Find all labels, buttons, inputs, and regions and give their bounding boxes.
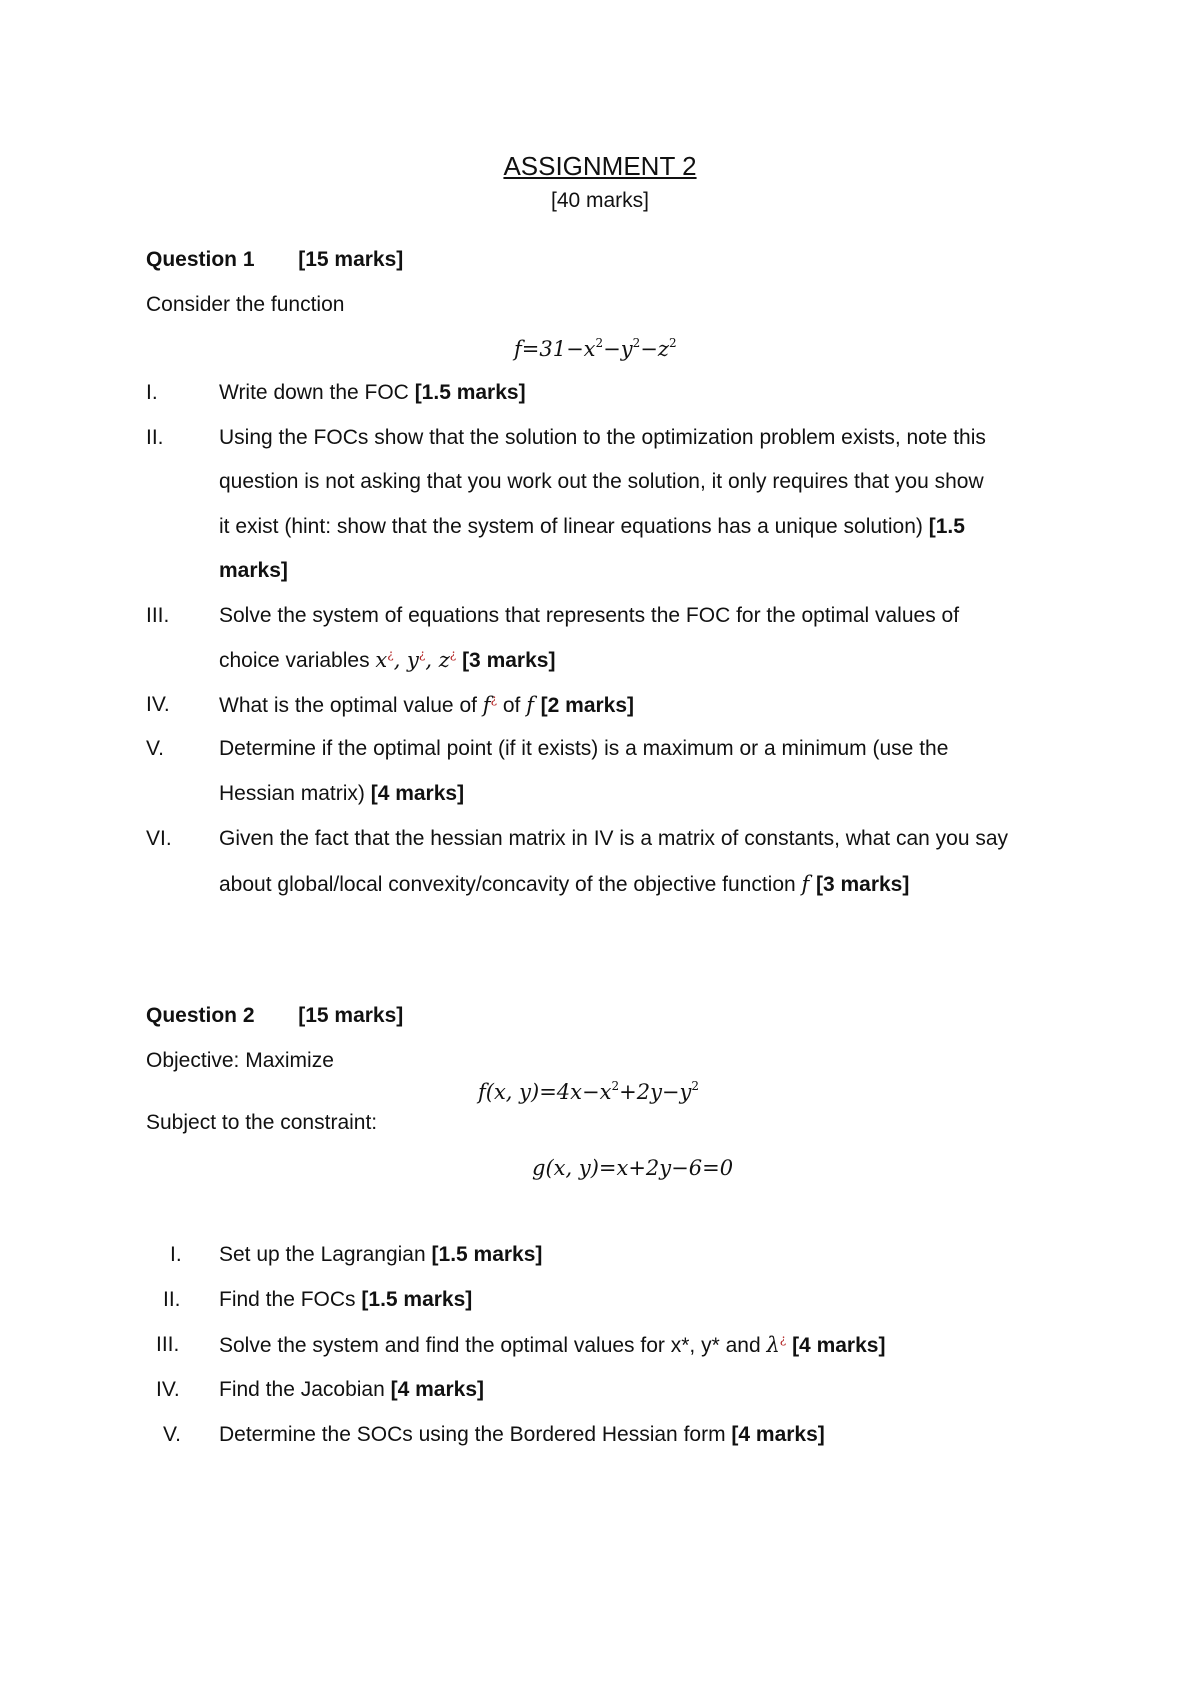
q1-heading [146, 248, 403, 272]
q2-item-4 [219, 1378, 484, 1402]
q2-item-2-number: II. [163, 1288, 181, 1311]
q1-item-5-line-2 [219, 782, 464, 806]
q1-item-2-line-3-text: it exist (hint: show that the system of linear equations has a unique solution) [219, 515, 929, 538]
q1-item-3-line-2-text: choice variables [219, 649, 376, 672]
q2-item-5-text: Determine the SOCs using the Bordered Hessian form [219, 1423, 732, 1446]
q1-equation: $f=31-x^2-y^2-z^2$ [514, 336, 677, 361]
q2-item-5 [219, 1423, 825, 1447]
q1-item-4-marks: [2 marks] [540, 694, 635, 717]
q1-item-1-text: Write down the FOC [219, 381, 415, 404]
q2-item-2-text: Find the FOCs [219, 1288, 362, 1311]
q1-item-5-number: V. [146, 737, 164, 760]
q2-item-3-text: Solve the system and find the optimal values for x*, y* and [219, 1334, 767, 1357]
q1-label: Question 1 [146, 248, 255, 271]
q1-item-2-line-3 [219, 515, 965, 539]
q2-lambda-star: λ¿ [766, 1332, 787, 1357]
q1-item-3-marks: [3 marks] [462, 649, 556, 672]
q2-heading [146, 1004, 403, 1028]
q1-item-6-line-1: Given the fact that the hessian matrix in IV is a matrix of constants, what can you say [219, 827, 1009, 850]
q2-constraint-label: Subject to the constraint: [146, 1111, 378, 1134]
page-title: ASSIGNMENT 2 [503, 151, 697, 181]
q1-item-2-marks-b: marks] [219, 559, 288, 582]
q2-item-1 [219, 1243, 542, 1267]
q1-item-6-line-2 [219, 872, 909, 897]
q2-item-1-text: Set up the Lagrangian [219, 1243, 432, 1266]
q1-item-3-line-1: Solve the system of equations that represents the FOC for the optimal values of [219, 604, 960, 627]
q1-item-2-marks-a: [1.5 [928, 515, 965, 538]
q1-item-5-marks: [4 marks] [370, 782, 465, 805]
q2-item-3-number: III. [156, 1333, 180, 1356]
q1-item-2-line-1: Using the FOCs show that the solution to the optimization problem exists, note this [219, 426, 986, 449]
q2-marks: [15 marks] [298, 1004, 404, 1027]
q1-item-3-line-2 [219, 648, 555, 673]
q2-objective-label: Objective: Maximize [146, 1049, 334, 1072]
q1-item-4-number: IV. [146, 693, 170, 716]
q1-item-1 [219, 381, 526, 405]
q2-item-2-marks: [1.5 marks] [361, 1288, 473, 1311]
q1-f-symbol: f [526, 693, 541, 717]
q1-item-3-number: III. [146, 604, 170, 627]
q2-constraint-function: g(x, y)=x+2y−6=0 [532, 1156, 734, 1180]
q1-item-6-marks: [3 marks] [815, 873, 910, 896]
q1-item-1-number: I. [146, 381, 158, 404]
q2-item-2 [219, 1288, 472, 1312]
q1-item-4-pre: What is the optimal value of [219, 694, 483, 717]
q1-item-1-marks: [1.5 marks] [414, 381, 526, 404]
q1-intro: Consider the function [146, 293, 345, 316]
q2-item-3 [219, 1333, 885, 1358]
q1-item-6-line-2-text: about global/local convexity/concavity of the objective function [219, 873, 802, 896]
q1-choice-variables: x¿, y¿, z¿ [375, 647, 457, 672]
q1-objective-f: f [801, 872, 816, 896]
q2-item-4-text: Find the Jacobian [219, 1378, 391, 1401]
q2-item-1-number: I. [170, 1243, 182, 1266]
q2-item-4-marks: [4 marks] [390, 1378, 484, 1401]
q2-item-4-number: IV. [156, 1378, 180, 1401]
q2-item-3-marks: [4 marks] [792, 1334, 886, 1357]
q2-objective-function: f(x, $y)=4x-x^2+2y-y^2$ [478, 1079, 700, 1104]
q2-item-1-marks: [1.5 marks] [431, 1243, 543, 1266]
q2-item-5-number: V. [163, 1423, 181, 1446]
q1-item-5-line-2-text: Hessian matrix) [219, 782, 371, 805]
q1-item-6-number: VI. [146, 827, 172, 850]
q2-item-5-marks: [4 marks] [731, 1423, 825, 1446]
q2-label: Question 2 [146, 1004, 255, 1027]
q1-f-star: f¿ [482, 692, 498, 717]
q1-item-2-number: II. [146, 426, 164, 449]
page-subtitle: [40 marks] [550, 189, 650, 212]
q1-item-4-mid: of [497, 694, 527, 717]
q1-item-5-line-1: Determine if the optimal point (if it exists) is a maximum or a minimum (use the [219, 737, 949, 760]
q1-item-4 [219, 693, 634, 718]
q1-item-2-line-2: question is not asking that you work out the solution, it only requires that you show [219, 470, 984, 493]
q1-marks: [15 marks] [298, 248, 404, 271]
